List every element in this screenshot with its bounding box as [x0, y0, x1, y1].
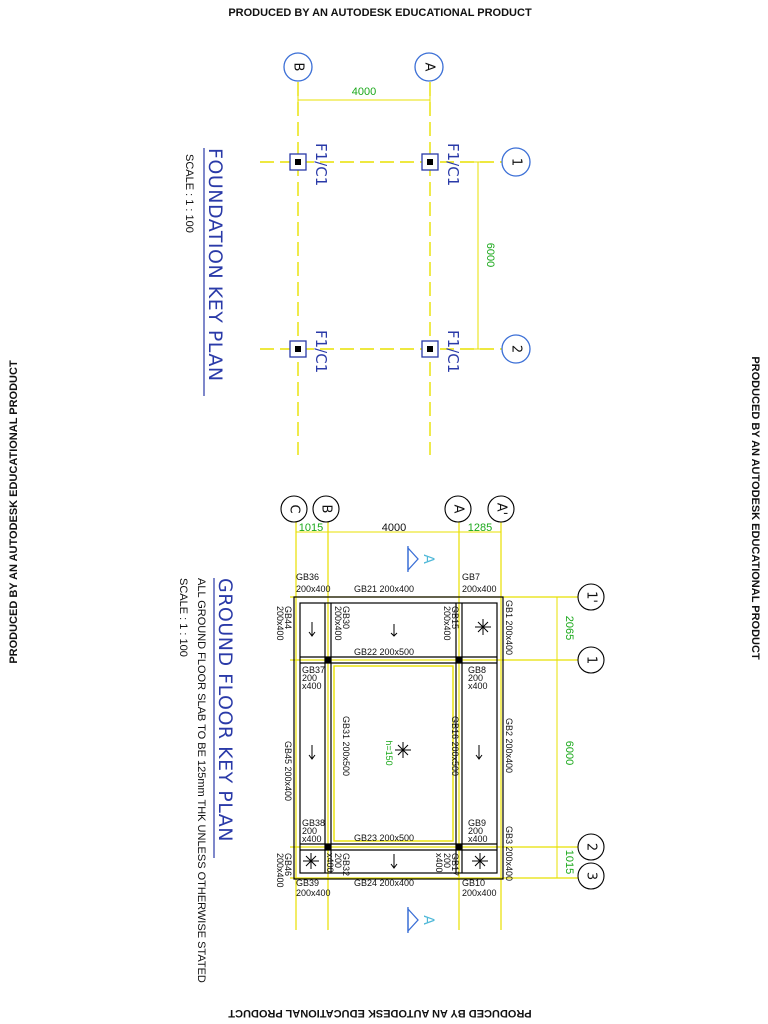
ground-grid-bubble-2 — [578, 834, 604, 860]
ground-dim-g12-text: 6000 — [563, 740, 575, 766]
foundation-column-b2 — [290, 330, 330, 373]
ground-grid-label-c: C — [286, 504, 302, 514]
ground-scale: SCALE : 1 : 100 — [177, 578, 189, 657]
beam-label: GB1 200x400 — [504, 600, 514, 656]
beam-label: GB2 200x400 — [504, 718, 514, 774]
beam-label: x400 — [325, 853, 335, 873]
beam-label: GB23 200x500 — [354, 833, 415, 843]
beam-label: GB39 — [296, 878, 320, 888]
beam-label: 200x400 — [296, 888, 331, 898]
ground-note: ALL GROUND FLOOR SLAB TO BE 125mm THK UNLESS OTHERWISE STATED — [195, 578, 207, 983]
beam-label: 200 — [468, 826, 484, 836]
beam-label: 200x400 — [442, 606, 452, 641]
beam-label: GB44 — [283, 606, 293, 630]
two-way-arrow — [475, 619, 491, 635]
beam-label: GB31 200x500 — [341, 716, 351, 777]
ground-grid-bubble-a — [445, 496, 471, 522]
ground-dim-ba-text: 4000 — [381, 522, 407, 534]
beam-label: GB7 — [462, 572, 481, 582]
foundation-scale: SCALE : 1 : 100 — [183, 154, 195, 233]
ground-grid-bubble-a-prime — [488, 496, 514, 522]
beam-label: GB21 200x400 — [354, 584, 415, 594]
ground-grid-label-a: A — [450, 504, 466, 514]
ground-grid-label-a-prime: A' — [493, 502, 509, 516]
watermark-left: PRODUCED BY AN AUTODESK EDUCATIONAL PRODUCT — [8, 360, 20, 664]
beam-label: x400 — [302, 834, 322, 844]
ground-grid-bubble-b — [313, 496, 339, 522]
ground-floor-key-plan — [177, 496, 604, 983]
foundation-column-label: F1/C1 — [312, 143, 330, 187]
column-node-b2 — [325, 844, 331, 850]
beam-label: GB32 — [341, 853, 351, 877]
beam-label: 200x400 — [275, 606, 285, 641]
two-way-arrow — [472, 853, 488, 869]
foundation-column-a2 — [422, 330, 462, 373]
span-arrow — [391, 624, 397, 636]
ground-grid-label-3: 3 — [583, 871, 599, 881]
foundation-column-b1 — [290, 143, 330, 186]
foundation-column-a1 — [422, 143, 462, 186]
foundation-grid-label-1: 1 — [508, 157, 524, 167]
section-mark-bottom-label: A — [420, 915, 436, 925]
two-way-arrow — [303, 853, 319, 869]
foundation-grid-label-b: B — [290, 62, 306, 72]
foundation-grid-bubble-a — [415, 53, 443, 81]
column-node-a1 — [456, 657, 462, 663]
beam-label: GB15 — [450, 606, 460, 630]
foundation-dim-12-text: 6000 — [484, 242, 496, 268]
ground-grid-label-1: 1 — [583, 655, 599, 665]
ground-dim-aap-text: 1285 — [467, 522, 493, 534]
column-node-b1 — [325, 657, 331, 663]
beam-label: 200x400 — [296, 584, 331, 594]
ground-grid-bubble-c — [281, 496, 307, 522]
foundation-title: FOUNDATION KEY PLAN — [204, 148, 226, 382]
ground-grid-label-2: 2 — [583, 842, 599, 852]
section-mark-bottom — [408, 907, 436, 933]
span-arrow — [391, 854, 397, 868]
ground-dim-row — [296, 522, 501, 538]
ground-grid-bubble-3 — [578, 863, 604, 889]
beam-label: GB36 — [296, 572, 320, 582]
span-arrow — [309, 622, 315, 636]
foundation-key-plan — [183, 53, 530, 455]
foundation-dim-12 — [472, 162, 496, 349]
foundation-column-label: F1/C1 — [444, 330, 462, 374]
beam-label: 200x400 — [462, 888, 497, 898]
beam-label: x400 — [468, 834, 488, 844]
beam-label: GB9 — [468, 818, 487, 828]
ground-dim-g1p1-text: 2065 — [563, 615, 575, 641]
beam-label: GB38 — [302, 818, 326, 828]
column-node-a2 — [456, 844, 462, 850]
ground-dim-cb-text: 1015 — [298, 522, 324, 534]
beam-label: 200 — [302, 673, 318, 683]
beam-label: GB16 200x500 — [450, 716, 460, 777]
beam-label: GB24 200x400 — [354, 878, 415, 888]
foundation-grid-label-a: A — [421, 62, 437, 72]
foundation-grid-label-2: 2 — [508, 344, 524, 354]
beam-label: GB22 200x500 — [354, 647, 415, 657]
foundation-column-label: F1/C1 — [444, 143, 462, 187]
ground-grid-label-1-prime: 1' — [583, 591, 599, 603]
beam-label: 200x400 — [333, 606, 343, 641]
watermark-bottom: PRODUCED BY AN AUTODESK EDUCATIONAL PRODUCT — [228, 1007, 532, 1019]
beam-label: x400 — [468, 681, 488, 691]
beam-label: GB10 — [462, 878, 486, 888]
span-arrow — [476, 745, 482, 759]
slab-level-label: h=150 — [384, 740, 394, 766]
beam-label: GB37 — [302, 665, 326, 675]
ground-title: GROUND FLOOR KEY PLAN — [214, 578, 236, 842]
beam-label: GB45 200x400 — [283, 741, 293, 802]
beam-label: x400 — [302, 681, 322, 691]
foundation-dim-ab — [298, 86, 430, 106]
span-arrow — [309, 745, 315, 759]
beam-label: 200 — [442, 853, 452, 869]
ground-dim-col — [551, 597, 575, 878]
beam-label: 200 — [468, 673, 484, 683]
beam-label: 200x400 — [275, 853, 285, 888]
beam-label: GB8 — [468, 665, 487, 675]
ground-dim-g23-text: 1015 — [563, 849, 575, 875]
ground-grid-bubble-1-prime — [578, 584, 604, 610]
foundation-grid-bubble-b — [284, 53, 312, 81]
foundation-grid-bubble-2 — [502, 335, 530, 363]
foundation-column-label: F1/C1 — [312, 330, 330, 374]
watermark-top: PRODUCED BY AN AUTODESK EDUCATIONAL PRODUCT — [228, 7, 532, 19]
beam-label: GB46 — [283, 853, 293, 877]
ground-grid-bubble-1 — [578, 647, 604, 673]
watermark-right: PRODUCED BY AN AUTODESK EDUCATIONAL PRODUCT — [749, 356, 761, 660]
beam-label: GB3 200x400 — [504, 826, 514, 882]
ground-grid-label-b: B — [318, 504, 334, 514]
beam-label: 200x400 — [462, 584, 497, 594]
beam-label: 200 — [302, 826, 318, 836]
beam-label: x400 — [434, 853, 444, 873]
foundation-dim-ab-text: 4000 — [351, 86, 377, 98]
section-mark-top — [408, 546, 436, 572]
beam-label: 200 — [333, 853, 343, 869]
foundation-grid-bubble-1 — [502, 148, 530, 176]
beam-label: GB30 — [341, 606, 351, 630]
beam-label: GB17 — [450, 853, 460, 877]
two-way-arrow — [395, 742, 411, 758]
section-mark-top-label: A — [420, 554, 436, 564]
